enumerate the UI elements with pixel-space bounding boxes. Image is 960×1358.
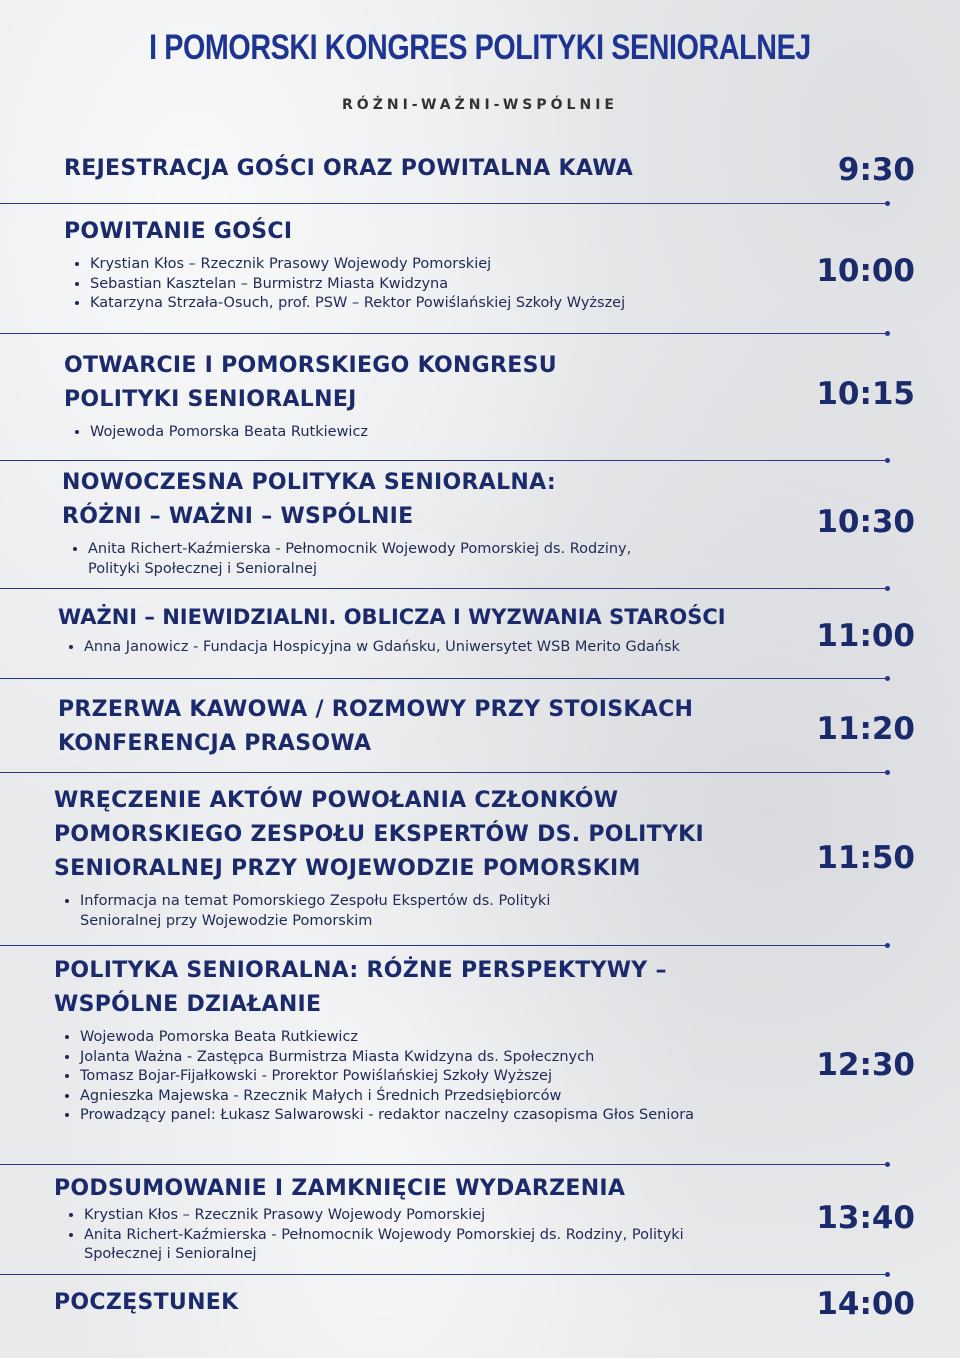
agenda-title: POCZĘSTUNEK bbox=[54, 1290, 239, 1315]
list-item: • Prowadzący panel: Łukasz Salwarowski - redaktor naczelny czasopisma Głos Seniora bbox=[80, 1106, 754, 1126]
agenda-title: WRĘCZENIE AKTÓW POWOŁANIA CZŁONKÓW bbox=[54, 788, 619, 813]
page-subtitle: RÓŻNI-WAŻNI-WSPÓLNIE bbox=[342, 97, 618, 113]
agenda-time: 11:20 bbox=[816, 711, 915, 747]
list-item: • Krystian Kłos – Rzecznik Prasowy Wojewody Pomorskiej bbox=[90, 255, 804, 275]
agenda-title: OTWARCIE I POMORSKIEGO KONGRESU bbox=[64, 353, 557, 378]
divider bbox=[0, 1164, 888, 1165]
agenda-time: 10:15 bbox=[816, 376, 915, 412]
agenda-time: 10:30 bbox=[816, 504, 915, 540]
agenda-time: 9:30 bbox=[837, 152, 915, 188]
agenda-title: POLITYKA SENIORALNA: RÓŻNE PERSPEKTYWY – bbox=[54, 958, 667, 983]
speaker-list bbox=[64, 255, 804, 314]
agenda-title: KONFERENCJA PRASOWA bbox=[58, 731, 372, 756]
agenda-title: SENIORALNEJ PRZY WOJEWODZIE POMORSKIM bbox=[54, 856, 641, 881]
agenda-title: PODSUMOWANIE I ZAMKNIĘCIE WYDARZENIA bbox=[54, 1176, 626, 1201]
speaker-list bbox=[62, 540, 672, 579]
list-item: • Sebastian Kasztelan – Burmistrz Miasta Kwidzyna bbox=[90, 275, 804, 295]
divider bbox=[0, 1274, 888, 1275]
list-item: • Krystian Kłos – Rzecznik Prasowy Wojewody Pomorskiej bbox=[84, 1206, 754, 1226]
divider bbox=[0, 678, 888, 679]
agenda-title: WAŻNI – NIEWIDZIALNI. OBLICZA I WYZWANIA STAROŚCI bbox=[58, 605, 726, 629]
speaker-list bbox=[58, 638, 838, 658]
list-item: • Wojewoda Pomorska Beata Rutkiewicz bbox=[80, 1028, 754, 1048]
divider bbox=[0, 945, 888, 946]
agenda-time: 12:30 bbox=[816, 1047, 915, 1083]
agenda-title: PRZERWA KAWOWA / ROZMOWY PRZY STOISKACH bbox=[58, 697, 694, 722]
divider bbox=[0, 203, 888, 204]
divider bbox=[0, 333, 888, 334]
agenda-title: RÓŻNI – WAŻNI – WSPÓLNIE bbox=[62, 504, 414, 529]
agenda-title: POWITANIE GOŚCI bbox=[64, 219, 293, 244]
speaker-list bbox=[54, 1028, 754, 1126]
agenda-title: POMORSKIEGO ZESPOŁU EKSPERTÓW DS. POLITYKI bbox=[54, 822, 704, 847]
agenda-title: WSPÓLNE DZIAŁANIE bbox=[54, 992, 322, 1017]
agenda-time: 14:00 bbox=[816, 1286, 915, 1322]
list-item: • Tomasz Bojar-Fijałkowski - Prorektor Powiślańskiej Szkoły Wyższej bbox=[80, 1067, 754, 1087]
agenda-time: 11:50 bbox=[816, 840, 915, 876]
agenda-time: 11:00 bbox=[816, 618, 915, 654]
list-item: • Anita Richert-Kaźmierska - Pełnomocnik Wojewody Pomorskiej ds. Rodziny, Polityki Społecznej i Senioralnej bbox=[88, 540, 672, 579]
list-item: • Wojewoda Pomorska Beata Rutkiewicz bbox=[90, 423, 804, 443]
list-item: • Informacja na temat Pomorskiego Zespołu Ekspertów ds. Polityki Senioralnej przy Wojewodzie Pomorskim bbox=[80, 892, 570, 931]
agenda-title: REJESTRACJA GOŚCI ORAZ POWITALNA KAWA bbox=[64, 156, 634, 181]
speaker-list bbox=[64, 423, 804, 443]
agenda-time: 13:40 bbox=[816, 1200, 915, 1236]
agenda-title: POLITYKI SENIORALNEJ bbox=[64, 387, 357, 412]
list-item: • Agnieszka Majewska - Rzecznik Małych i Średnich Przedsiębiorców bbox=[80, 1087, 754, 1107]
agenda-time: 10:00 bbox=[816, 253, 915, 289]
divider bbox=[0, 460, 888, 461]
agenda-title: NOWOCZESNA POLITYKA SENIORALNA: bbox=[62, 470, 556, 495]
speaker-list bbox=[54, 1206, 754, 1265]
list-item: • Jolanta Ważna - Zastępca Burmistrza Miasta Kwidzyna ds. Społecznych bbox=[80, 1048, 754, 1068]
divider bbox=[0, 772, 888, 773]
speaker-list bbox=[54, 892, 570, 931]
divider bbox=[0, 588, 888, 589]
page-title: I POMORSKI KONGRES POLITYKI SENIORALNEJ bbox=[149, 28, 811, 67]
list-item: • Anna Janowicz - Fundacja Hospicyjna w Gdańsku, Uniwersytet WSB Merito Gdańsk bbox=[84, 638, 838, 658]
list-item: • Katarzyna Strzała-Osuch, prof. PSW – Rektor Powiślańskiej Szkoły Wyższej bbox=[90, 294, 804, 314]
list-item: • Anita Richert-Kaźmierska - Pełnomocnik Wojewody Pomorskiej ds. Rodziny, Polityki Społecznej i Senioralnej bbox=[84, 1226, 754, 1265]
